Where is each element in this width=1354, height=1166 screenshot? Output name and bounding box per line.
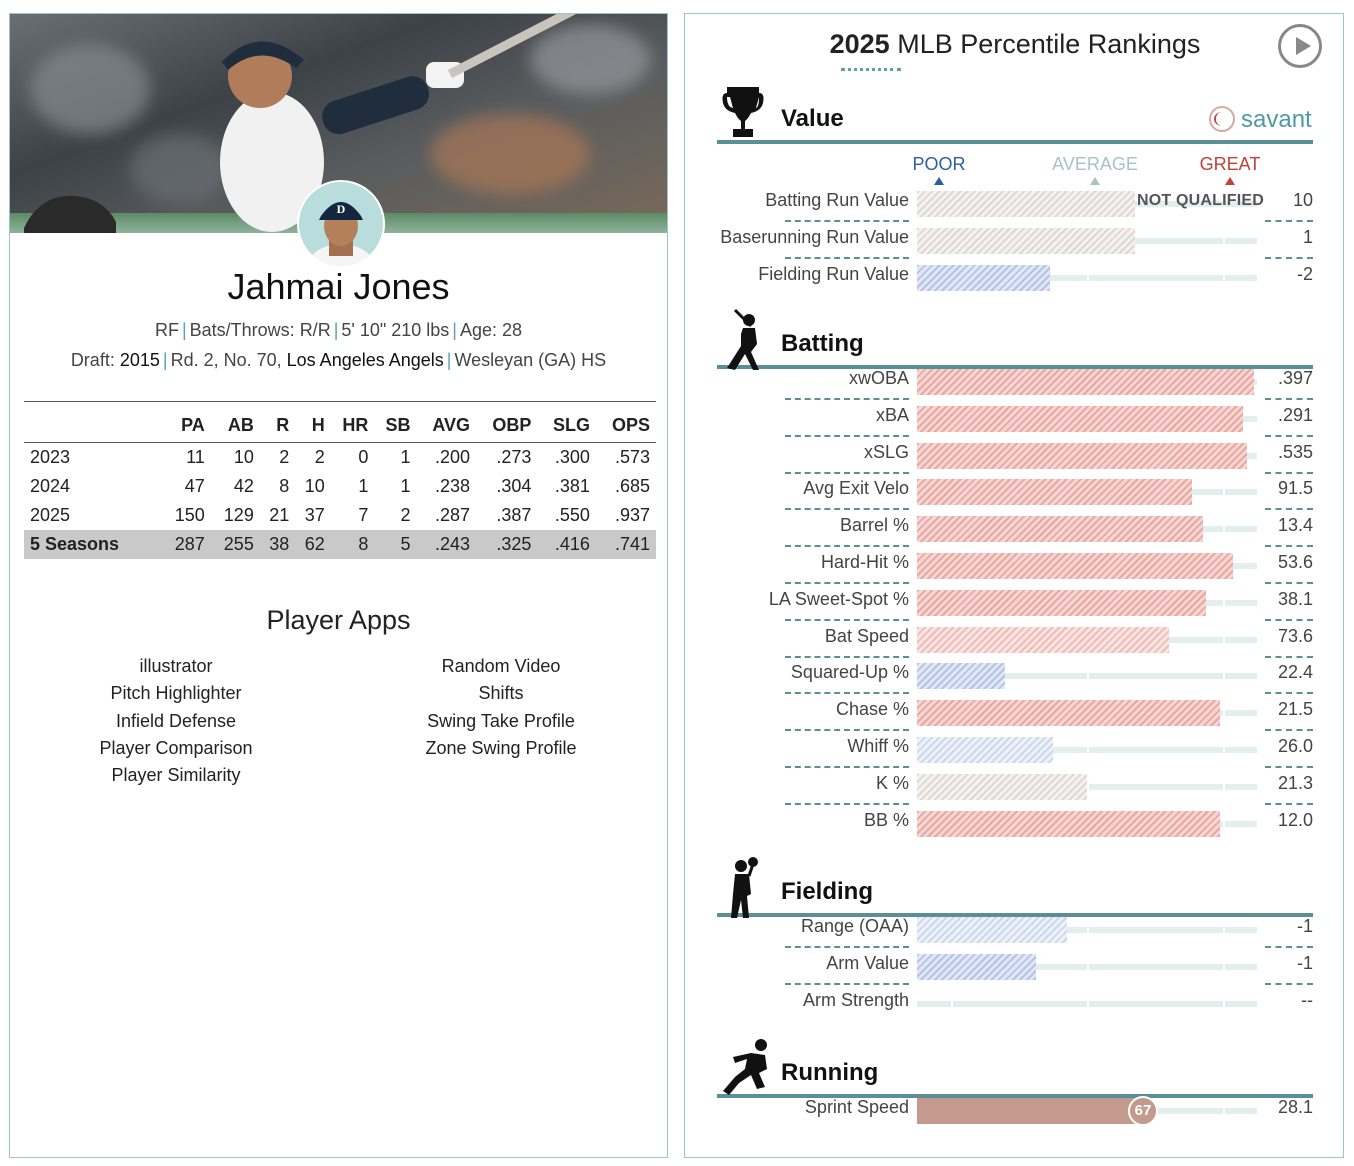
stat-cell: 47: [184, 476, 205, 496]
section-title-batting: Batting: [781, 330, 864, 357]
title-dotted-underline: [841, 68, 901, 71]
trophy-icon: [721, 83, 765, 148]
baseball-icon: [1209, 106, 1235, 132]
stat-cell: 8: [279, 476, 290, 496]
legend-average: [1050, 154, 1140, 185]
percentile-bar[interactable]: [917, 811, 1220, 837]
stats-col-header[interactable]: HR: [331, 402, 375, 443]
row-divider: [1265, 582, 1313, 584]
stat-cell: .937: [614, 505, 650, 525]
player-bio-line: RF | Bats/Throws: R/R | 5' 10" 210 lbs | Age: 28: [154, 320, 523, 340]
percentile-bar[interactable]: [917, 516, 1203, 542]
metric-value: 53.6: [1277, 552, 1313, 572]
percentile-bar[interactable]: [917, 917, 1067, 943]
legend-great-label: GREAT: [1199, 154, 1261, 174]
player-headshot: [297, 180, 385, 268]
legend-great-triangle-icon: [1225, 177, 1235, 185]
player-app-link[interactable]: Player Similarity: [111, 765, 241, 786]
metric-value: 12.0: [1277, 809, 1313, 830]
player-apps-list-left: [51, 653, 301, 789]
metric-label[interactable]: Hard-Hit %: [820, 552, 909, 572]
player-app-link[interactable]: Infield Defense: [115, 710, 237, 731]
not-qualified-label: NOT QUALIFIED: [1137, 192, 1265, 209]
percentile-bar[interactable]: [917, 479, 1192, 505]
percentile-bar[interactable]: [917, 627, 1169, 653]
stat-cell: 1: [400, 447, 411, 467]
position: RF: [154, 320, 179, 340]
rankings-title: 2025 MLB Percentile Rankings: [829, 29, 1201, 59]
metric-value: --: [1301, 989, 1313, 1010]
height-weight: 5' 10" 210 lbs: [341, 320, 450, 340]
metric-value: 21.5: [1277, 699, 1313, 720]
season-cell: 2024: [30, 476, 71, 496]
track-tick: [1087, 784, 1089, 790]
stat-cell: 1: [358, 476, 369, 496]
metric-value: 10: [1292, 190, 1313, 210]
metric-value: -1: [1296, 916, 1313, 936]
metric-label[interactable]: Barrel %: [839, 515, 909, 536]
stat-cell: 10: [233, 447, 254, 467]
section-title-running: Running: [781, 1059, 879, 1086]
age: 28: [502, 320, 523, 340]
stats-col-header[interactable]: SLG: [537, 402, 596, 443]
metric-label[interactable]: xBA: [875, 404, 909, 425]
stat-cell: 1: [400, 476, 411, 496]
row-divider: [1265, 656, 1313, 658]
metric-value: -2: [1296, 263, 1313, 284]
player-app-link[interactable]: Random Video: [441, 656, 561, 676]
row-divider: [785, 257, 909, 259]
player-app-link[interactable]: Shifts: [478, 683, 524, 704]
row-divider: [785, 983, 909, 985]
player-app-link[interactable]: Swing Take Profile: [427, 710, 575, 731]
track-tick: [1087, 673, 1089, 679]
svg-text:D: D: [336, 202, 346, 216]
row-divider: [785, 545, 909, 547]
player-name: Jahmai Jones: [227, 266, 450, 307]
metric-value: .397: [1277, 368, 1313, 388]
stat-cell: .287: [435, 505, 471, 525]
metric-value: 38.1: [1277, 588, 1313, 609]
row-divider: [785, 656, 909, 658]
row-divider: [785, 398, 909, 400]
stat-cell: .416: [537, 530, 596, 559]
stat-cell: 5: [374, 530, 416, 559]
metric-label[interactable]: Arm Value: [826, 952, 909, 973]
metric-label[interactable]: Arm Strength: [802, 989, 909, 1010]
metric-track: [917, 1001, 1257, 1007]
row-divider: [785, 619, 909, 621]
legend-poor: [894, 154, 984, 185]
row-divider: [785, 220, 909, 222]
stat-cell: 287: [162, 530, 211, 559]
stats-row: [24, 501, 656, 530]
stat-cell: .273: [496, 447, 532, 467]
row-divider: [785, 692, 909, 694]
row-divider: [1265, 435, 1313, 437]
track-tick: [1087, 1001, 1089, 1007]
glove-image: [20, 182, 120, 233]
bats-throws: R/R: [299, 320, 331, 340]
metric-label[interactable]: Sprint Speed: [804, 1097, 909, 1117]
season-cell: 5 Seasons: [24, 530, 162, 559]
legend-average-label: AVERAGE: [1052, 154, 1138, 174]
metric-value: 28.1: [1277, 1097, 1313, 1117]
row-divider: [1265, 803, 1313, 805]
percentile-bar[interactable]: [917, 954, 1036, 980]
stats-col-header[interactable]: AVG: [417, 402, 476, 443]
stat-cell: .573: [614, 447, 650, 467]
row-divider: [1265, 729, 1313, 731]
row-divider: [785, 435, 909, 437]
stat-cell: .381: [554, 476, 590, 496]
stat-cell: 150: [174, 505, 205, 525]
stat-cell: .741: [596, 530, 656, 559]
stat-cell: 2: [400, 505, 411, 525]
track-tick: [1223, 238, 1225, 244]
row-divider: [785, 508, 909, 510]
metric-value: 13.4: [1277, 515, 1313, 536]
percentile-bar[interactable]: [917, 663, 1005, 689]
metric-label[interactable]: Range (OAA): [800, 916, 909, 936]
draft-pick: Rd. 2, No. 70,: [170, 350, 282, 370]
track-tick: [1223, 1108, 1225, 1114]
row-divider: [1265, 619, 1313, 621]
percentile-bar[interactable]: [917, 553, 1233, 579]
percentile-bar[interactable]: [917, 737, 1053, 763]
row-divider: [785, 766, 909, 768]
stat-cell: 2: [314, 447, 325, 467]
stats-col-header[interactable]: H: [295, 402, 330, 443]
school: Wesleyan (GA) HS: [454, 350, 607, 370]
percentile-rankings-card: [684, 13, 1344, 1158]
stats-col-header[interactable]: OPS: [596, 402, 656, 443]
player-app-link[interactable]: illustrator: [139, 656, 213, 676]
stat-cell: 8: [331, 530, 375, 559]
percentile-bar[interactable]: [917, 590, 1206, 616]
career-stats-table: [24, 401, 656, 559]
percentile-bar[interactable]: [917, 700, 1220, 726]
metric-label[interactable]: Batting Run Value: [765, 190, 909, 210]
row-divider: [1265, 508, 1313, 510]
player-app-link[interactable]: Player Comparison: [99, 737, 253, 758]
legend-poor-triangle-icon: [934, 177, 944, 185]
stat-cell: 2: [279, 447, 290, 467]
track-tick: [1087, 747, 1089, 753]
stat-cell: 62: [295, 530, 330, 559]
track-tick: [1087, 964, 1089, 970]
metric-value: -1: [1296, 952, 1313, 973]
player-apps-title: Player Apps: [266, 605, 411, 635]
metric-label[interactable]: Avg Exit Velo: [803, 478, 909, 499]
track-tick: [1223, 747, 1225, 753]
row-divider: [785, 472, 909, 474]
track-tick: [1223, 489, 1225, 495]
row-divider: [1265, 545, 1313, 547]
metric-label[interactable]: Whiff %: [847, 736, 909, 756]
stat-cell: 11: [186, 447, 205, 467]
row-divider: [785, 946, 909, 948]
metric-value: .535: [1277, 441, 1313, 462]
percentile-bar[interactable]: [917, 265, 1050, 291]
player-card: [9, 13, 668, 1158]
metric-value: 1: [1302, 226, 1313, 247]
player-app-link[interactable]: Zone Swing Profile: [425, 737, 577, 758]
track-tick: [1223, 1001, 1225, 1007]
track-tick: [1223, 673, 1225, 679]
stats-row: [24, 443, 656, 473]
metric-value: .291: [1277, 404, 1313, 425]
track-tick: [1223, 637, 1225, 643]
savant-logo[interactable]: savant: [1209, 106, 1312, 134]
metric-label[interactable]: Squared-Up %: [790, 662, 909, 683]
metric-label[interactable]: K %: [875, 772, 909, 793]
stat-cell: 38: [260, 530, 295, 559]
row-divider: [1265, 692, 1313, 694]
percentile-bar[interactable]: [917, 369, 1254, 395]
row-divider: [1265, 766, 1313, 768]
track-tick: [1223, 526, 1225, 532]
percentile-bar[interactable]: [917, 443, 1247, 469]
legend-great: [1185, 154, 1275, 185]
metric-label[interactable]: Chase %: [835, 699, 909, 720]
track-tick: [1223, 964, 1225, 970]
row-divider: [1265, 946, 1313, 948]
legend-poor-label: POOR: [912, 154, 966, 174]
stat-cell: 7: [358, 505, 369, 525]
stats-row: [24, 472, 656, 501]
season-cell: 2023: [30, 447, 71, 467]
stat-cell: 42: [233, 476, 254, 496]
stat-cell: .243: [417, 530, 476, 559]
stat-cell: .200: [435, 447, 471, 467]
stat-cell: .304: [496, 476, 532, 496]
stats-col-header[interactable]: R: [260, 402, 295, 443]
percentile-bar[interactable]: [917, 191, 1135, 217]
metric-label[interactable]: xSLG: [863, 441, 909, 462]
stats-total-row: [24, 530, 656, 559]
track-tick: [1223, 784, 1225, 790]
stats-col-header[interactable]: SB: [374, 402, 416, 443]
stats-col-header[interactable]: AB: [211, 402, 260, 443]
metric-value: 21.3: [1277, 772, 1313, 793]
stat-cell: 37: [304, 505, 325, 525]
track-tick: [951, 1001, 953, 1007]
track-tick: [1223, 275, 1225, 281]
draft-team-link[interactable]: Los Angeles Angels: [286, 350, 444, 370]
legend-average-triangle-icon: [1090, 177, 1100, 185]
metric-value: 22.4: [1277, 662, 1313, 683]
stat-cell: 0: [358, 447, 369, 467]
stat-cell: .238: [435, 476, 471, 496]
stat-cell: .550: [554, 505, 590, 525]
stats-col-header[interactable]: [24, 402, 162, 443]
track-tick: [1223, 821, 1225, 827]
row-divider: [785, 803, 909, 805]
batter-photo-figure: [200, 14, 580, 233]
percentile-bubble[interactable]: 67: [1128, 1096, 1158, 1126]
section-rule: [717, 140, 1313, 144]
metric-value: 26.0: [1277, 736, 1313, 756]
row-divider: [1265, 220, 1313, 222]
draft-year[interactable]: 2015: [119, 350, 160, 370]
stats-col-header[interactable]: OBP: [476, 402, 537, 443]
track-tick: [1087, 927, 1089, 933]
metric-label[interactable]: Bat Speed: [824, 625, 909, 646]
stat-cell: .300: [554, 447, 590, 467]
percentile-bar[interactable]: [917, 228, 1135, 254]
season-cell: 2025: [30, 505, 71, 525]
track-tick: [1223, 600, 1225, 606]
metric-value: 73.6: [1277, 625, 1313, 646]
stat-cell: .387: [496, 505, 532, 525]
metric-label[interactable]: BB %: [863, 809, 909, 830]
row-divider: [1265, 983, 1313, 985]
section-title-value: Value: [781, 105, 844, 132]
metric-label[interactable]: LA Sweet-Spot %: [768, 588, 909, 609]
section-title-fielding: Fielding: [781, 878, 873, 905]
row-divider: [1265, 472, 1313, 474]
percentile-bar[interactable]: [917, 774, 1087, 800]
stat-cell: .325: [476, 530, 537, 559]
percentile-bar[interactable]: [917, 406, 1243, 432]
row-divider: [785, 729, 909, 731]
stat-cell: 10: [304, 476, 325, 496]
metric-label[interactable]: xwOBA: [848, 368, 909, 388]
track-tick: [1223, 927, 1225, 933]
stat-cell: .685: [614, 476, 650, 496]
player-app-link[interactable]: Pitch Highlighter: [110, 683, 242, 704]
row-divider: [1265, 398, 1313, 400]
row-divider: [785, 582, 909, 584]
percentile-bar[interactable]: [917, 1098, 1145, 1124]
batter-icon: [721, 308, 765, 377]
fielder-icon: [721, 856, 761, 925]
metric-label[interactable]: Baserunning Run Value: [720, 226, 909, 247]
player-draft-line: Draft: 2015 | Rd. 2, No. 70, Los Angeles Angels | Wesleyan (GA) HS: [70, 350, 607, 370]
runner-icon: [721, 1037, 777, 1102]
stat-cell: 21: [269, 505, 290, 525]
metric-label[interactable]: Fielding Run Value: [758, 263, 909, 284]
play-animation-button[interactable]: [1278, 24, 1322, 68]
stats-col-header[interactable]: PA: [162, 402, 211, 443]
track-tick: [1087, 275, 1089, 281]
stat-cell: 255: [211, 530, 260, 559]
track-tick: [1223, 710, 1225, 716]
row-divider: [1265, 257, 1313, 259]
metric-value: 91.5: [1277, 478, 1313, 499]
stat-cell: 129: [223, 505, 254, 525]
player-apps-list-right: [376, 653, 626, 762]
